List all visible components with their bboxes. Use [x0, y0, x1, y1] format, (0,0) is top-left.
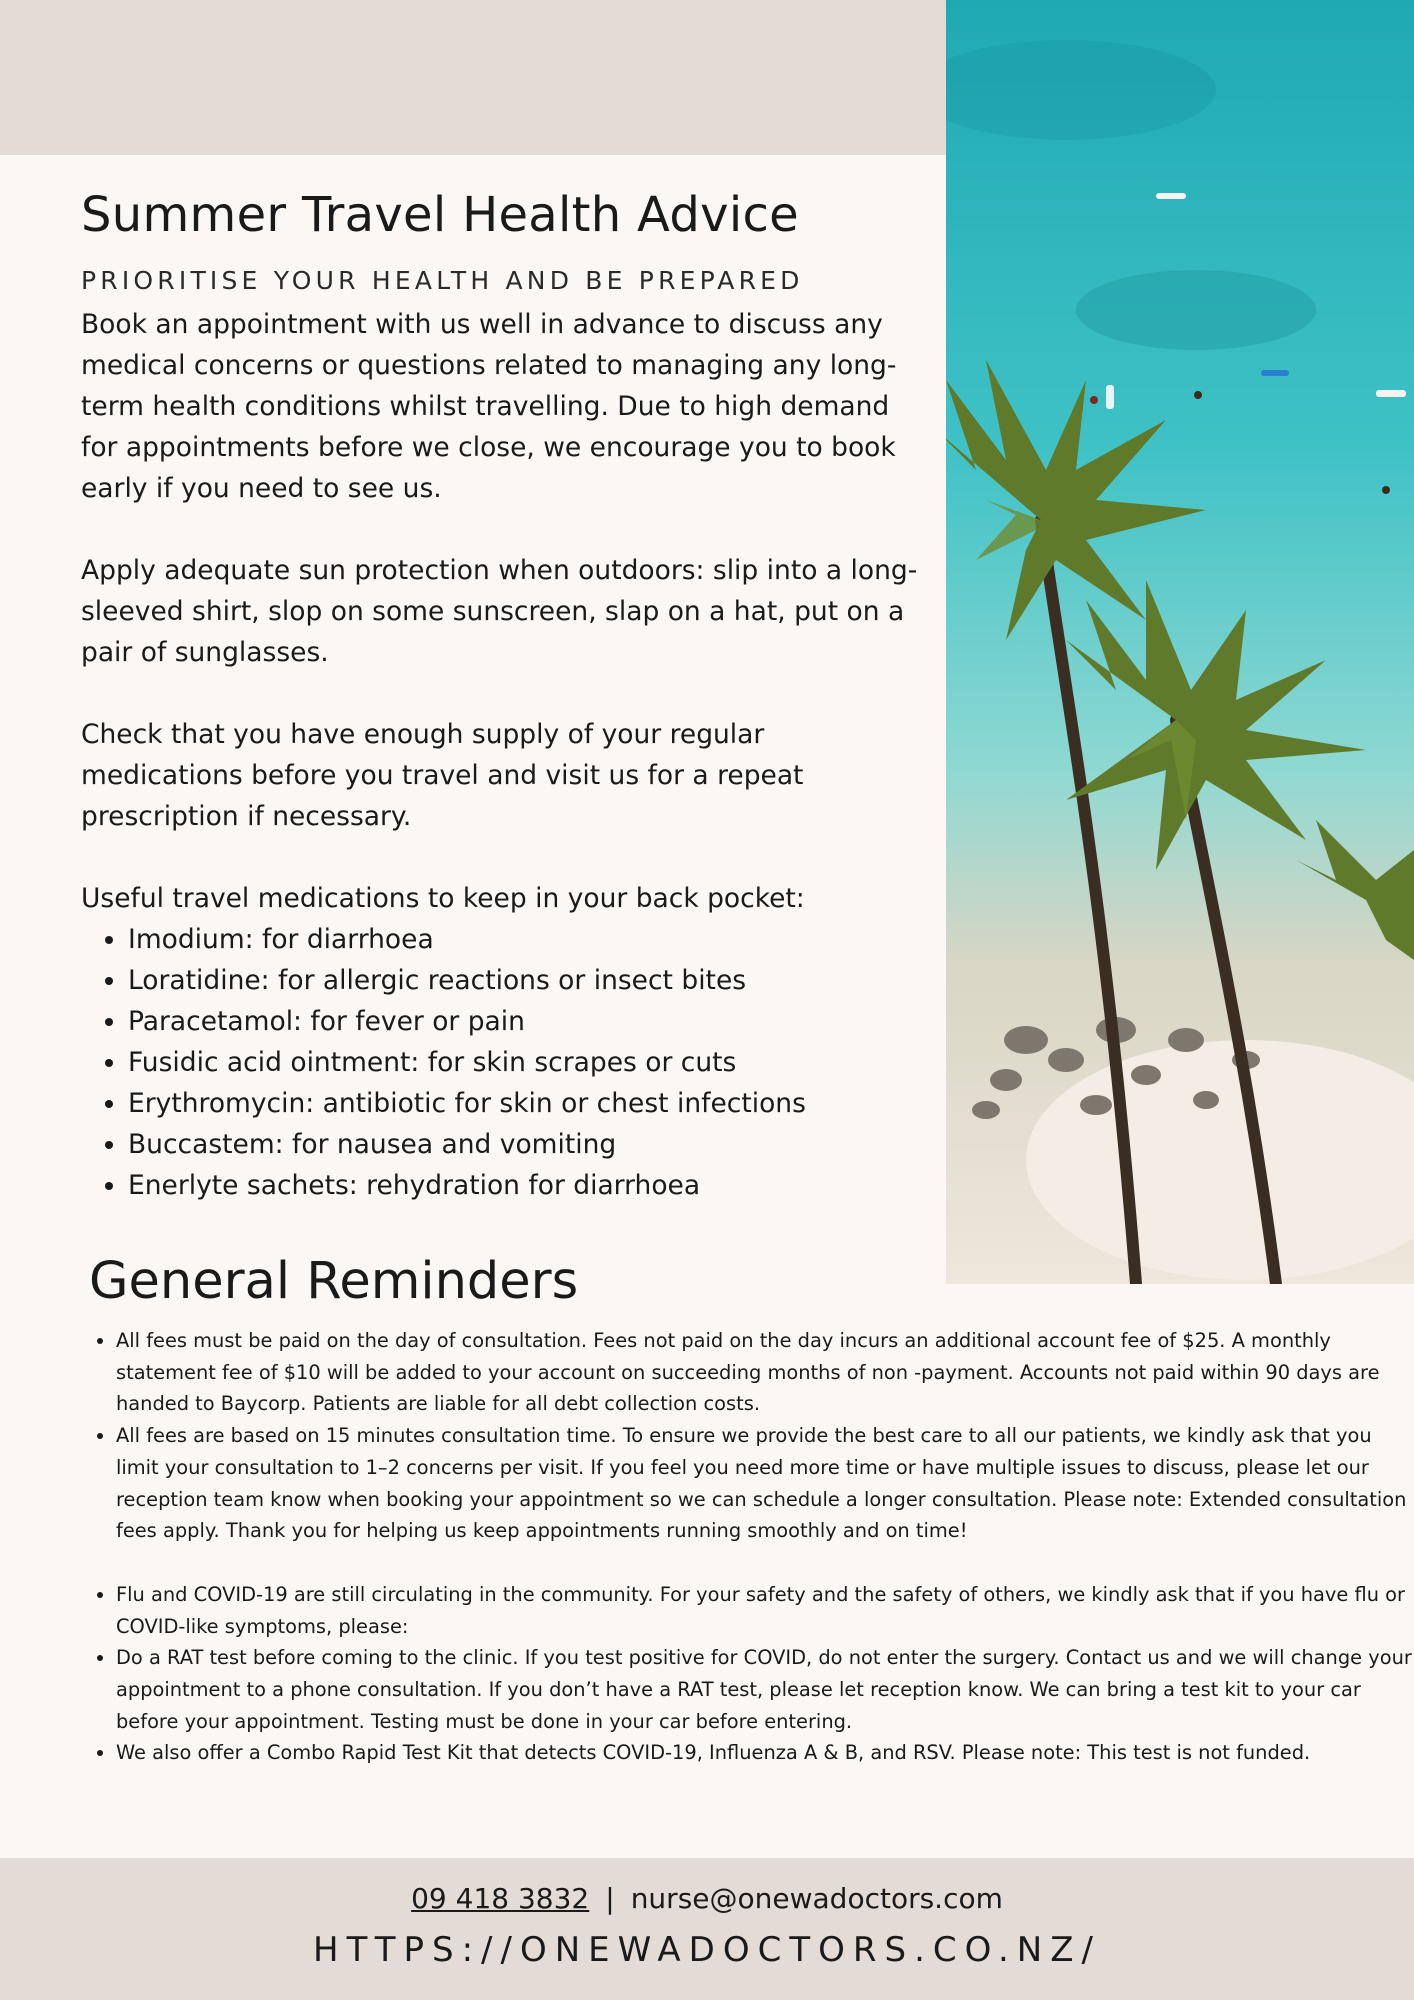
advice-paragraph: Book an appointment with us well in advance to discuss any medical concerns or questions related to managing any long-term health conditions whilst travelling. Due to high demand for appointments before we close, we encourage you to book early if you need to see us. [81, 309, 897, 504]
list-item: • Loratidine: for allergic reactions or insect bites [128, 960, 926, 1001]
phone-link[interactable]: 09 418 3832 [411, 1882, 590, 1915]
website-link[interactable]: HTTPS://ONEWADOCTORS.CO.NZ/ [313, 1930, 1101, 1970]
medications-list [81, 919, 926, 1206]
list-item: • Do a RAT test before coming to the clinic. If you test positive for COVID, do not enter the surgery. Contact us and we will change your appointment to a phone consultation. If you don’t have a RAT test, please let reception know. We can bring a test kit to your car before your appointment. Testing must be done in your car before entering. [116, 1642, 1414, 1737]
contact-separator: | [605, 1882, 615, 1915]
page-subtitle: PRIORITISE YOUR HEALTH AND BE PREPARED [81, 266, 804, 295]
page-title: Summer Travel Health Advice [81, 187, 799, 243]
list-item: • All fees must be paid on the day of consultation. Fees not paid on the day incurs an additional account fee of $25. A monthly statement fee of $10 will be added to your account on succeeding months of non -payment. Accounts not paid within 90 days are handed to Baycorp. Patients are liable for all debt collection costs. [116, 1325, 1414, 1420]
beach-photo [946, 0, 1414, 1284]
list-item: • We also offer a Combo Rapid Test Kit that detects COVID-19, Influenza A & B, and RSV. Please note: This test is not funded. [116, 1737, 1414, 1769]
reminders-list [92, 1325, 1414, 1769]
list-item: • Buccastem: for nausea and vomiting [128, 1124, 926, 1165]
list-item: • Flu and COVID-19 are still circulating in the community. For your safety and the safety of others, we kindly ask that if you have flu or COVID-like symptoms, please: [116, 1579, 1414, 1642]
footer [0, 1858, 1414, 2000]
advice-paragraph: Check that you have enough supply of your regular medications before you travel and visit us for a repeat prescription if necessary. [81, 719, 804, 832]
contact-line [0, 1879, 1414, 1919]
reminders-heading: General Reminders [89, 1252, 579, 1311]
email-link[interactable]: nurse@onewadoctors.com [630, 1882, 1003, 1915]
medications-intro: Useful travel medications to keep in your back pocket: [81, 883, 805, 914]
top-band [0, 0, 946, 155]
travel-advice-section [81, 180, 926, 1206]
list-item: • Fusidic acid ointment: for skin scrapes or cuts [128, 1042, 926, 1083]
list-item: • Enerlyte sachets: rehydration for diarrhoea [128, 1165, 926, 1206]
list-item: • Imodium: for diarrhoea [128, 919, 926, 960]
beach-palm-illustration [946, 0, 1414, 1284]
list-item: • Erythromycin: antibiotic for skin or chest infections [128, 1083, 926, 1124]
list-item: • Paracetamol: for fever or pain [128, 1001, 926, 1042]
list-item: • All fees are based on 15 minutes consultation time. To ensure we provide the best care to all our patients, we kindly ask that you limit your consultation to 1–2 concerns per visit. If you feel you need more time or have multiple issues to discuss, please let our reception team know when booking your appointment so we can schedule a longer consultation. Please note: Extended consultation fees apply. Thank you for helping us keep appointments running smoothly and on time! [116, 1420, 1414, 1547]
advice-paragraph: Apply adequate sun protection when outdoors: slip into a long-sleeved shirt, slop on some sunscreen, slap on a hat, put on a pair of sunglasses. [81, 555, 918, 668]
